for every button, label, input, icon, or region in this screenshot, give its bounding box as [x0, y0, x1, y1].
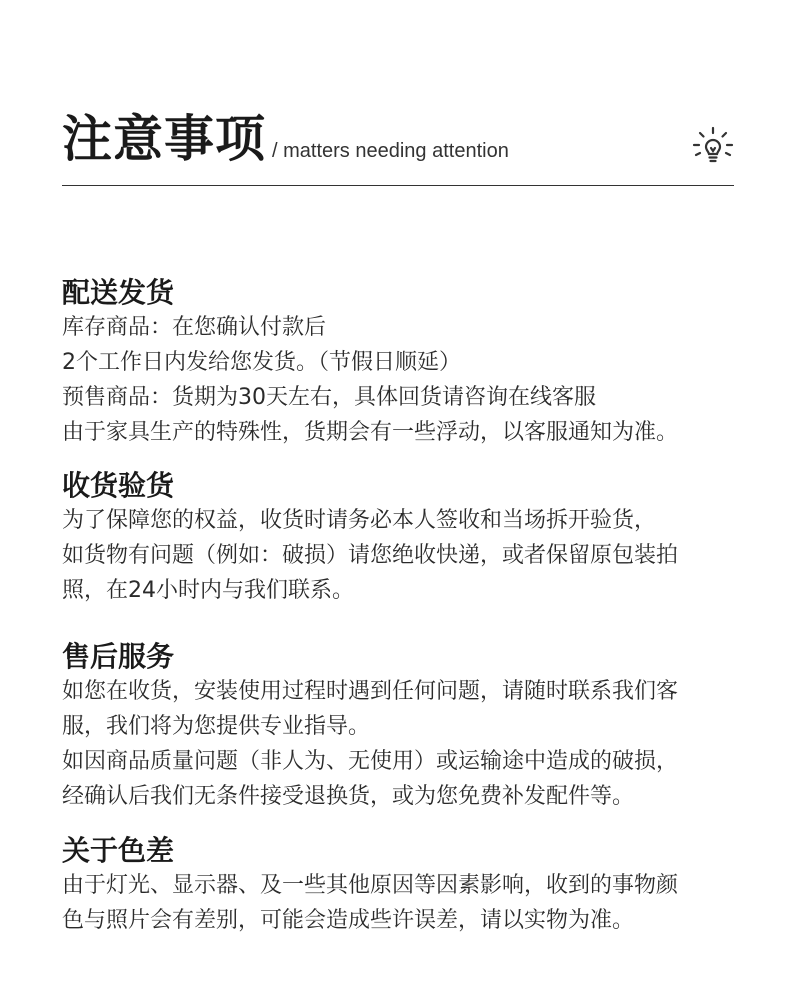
section-heading: 售后服务 [62, 640, 175, 673]
section-text-line: 由于灯光、显示器、及一些其他原因等因素影响，收到的事物颜 [62, 873, 679, 898]
section-heading: 配送发货 [62, 276, 175, 309]
section-text-line: 色与照片会有差别，可能会造成些许误差，请以实物为准。 [62, 908, 635, 933]
section-text-line: 库存商品：在您确认付款后 [62, 315, 327, 340]
section-after-sales [62, 640, 752, 814]
page-title: 注意事项 [62, 110, 266, 168]
page-header [62, 108, 734, 178]
section-text-line: 如您在收货，安装使用过程时遇到任何问题，请随时联系我们客 [62, 679, 679, 704]
section-heading: 收货验货 [62, 469, 175, 502]
header-divider [62, 185, 734, 186]
section-delivery [62, 276, 752, 450]
section-text-line: 照，在24小时内与我们联系。 [62, 578, 354, 603]
section-heading: 关于色差 [62, 834, 175, 867]
section-text-line: 2个工作日内发给您发货。（节假日顺延） [62, 350, 461, 375]
section-inspection [62, 469, 752, 608]
section-text-line: 预售商品：货期为30天左右，具体回货请咨询在线客服 [62, 385, 596, 410]
section-text-line: 如因商品质量问题（非人为、无使用）或运输途中造成的破损， [62, 749, 679, 774]
section-text-line: 如货物有问题（例如：破损）请您绝收快递，或者保留原包装拍 [62, 543, 679, 568]
lightbulb-icon [692, 126, 734, 168]
section-text-line: 为了保障您的权益，收货时请务必本人签收和当场拆开验货， [62, 508, 657, 533]
section-text-line: 经确认后我们无条件接受退换货，或为您免费补发配件等。 [62, 784, 635, 809]
section-text-line: 由于家具生产的特殊性，货期会有一些浮动，以客服通知为准。 [62, 420, 679, 445]
section-text-line: 服，我们将为您提供专业指导。 [62, 714, 371, 739]
page-subtitle: / matters needing attention [272, 140, 509, 162]
section-color-difference [62, 834, 752, 938]
